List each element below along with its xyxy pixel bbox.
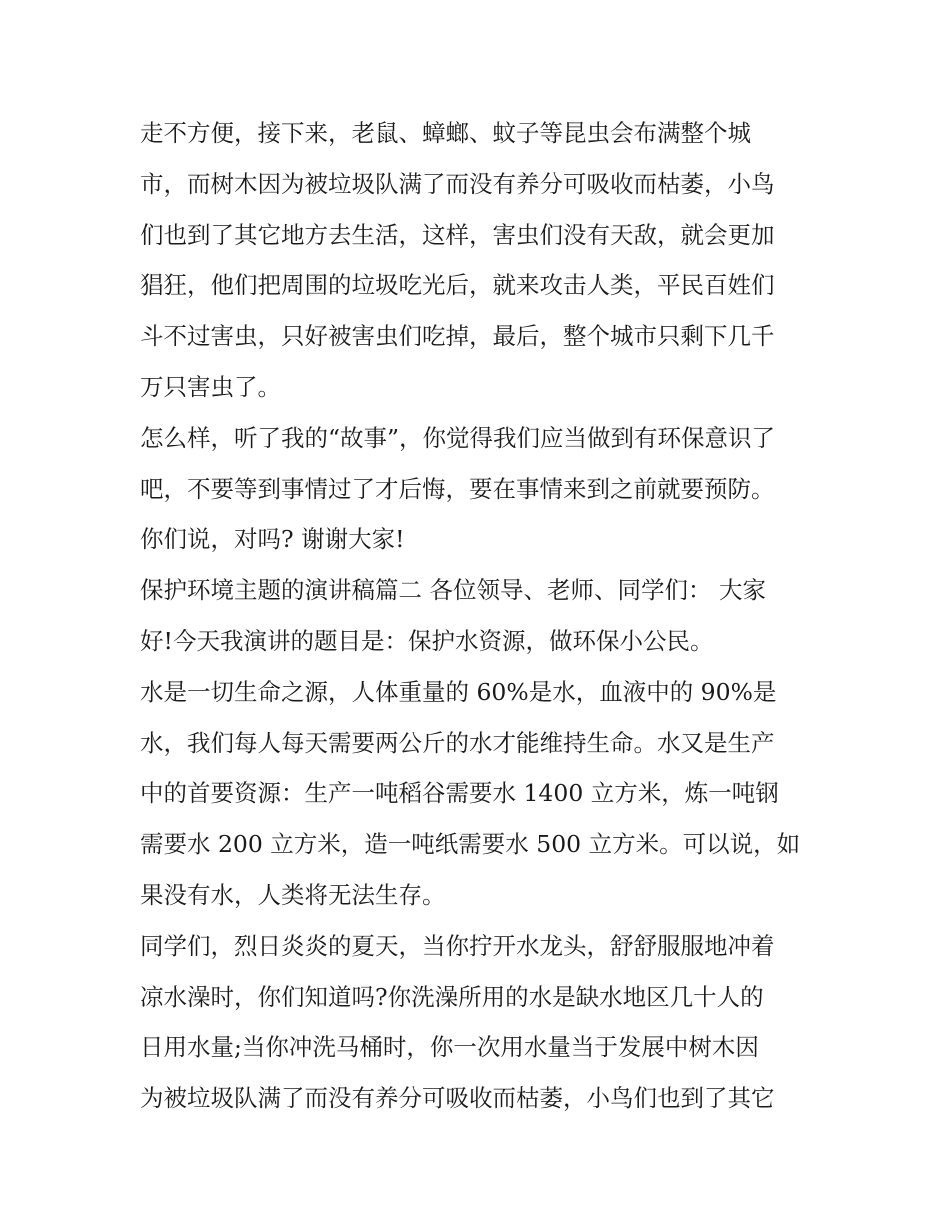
text-line: 凉水澡时，你们知道吗?你洗澡所用的水是缺水地区几十人的 xyxy=(140,982,764,1011)
text-line: 猖狂，他们把周围的垃圾吃光后，就来攻击人类，平民百姓们 xyxy=(140,271,775,300)
text-line: 需要水 200 立方米，造一吨纸需要水 500 立方米。可以说，如 xyxy=(140,830,801,859)
text-line: 好!今天我演讲的题目是：保护水资源，做环保小公民。 xyxy=(140,626,714,655)
body-text xyxy=(140,108,820,1124)
text-line: 为被垃圾队满了而没有养分可吸收而枯萎，小鸟们也到了其它 xyxy=(140,1084,775,1113)
text-line: 市，而树木因为被垃圾队满了而没有养分可吸收而枯萎，小鸟 xyxy=(140,169,775,198)
text-line: 日用水量;当你冲洗马桶时，你一次用水量当于发展中树木因 xyxy=(140,1033,759,1062)
text-line: 们也到了其它地方去生活，这样，害虫们没有天敌，就会更加 xyxy=(140,220,775,249)
text-line: 怎么样，听了我的“故事”，你觉得我们应当做到有环保意识了 xyxy=(140,423,776,452)
text-line: 斗不过害虫，只好被害虫们吃掉，最后，整个城市只剩下几千 xyxy=(140,322,775,351)
text-line: 走不方便，接下来，老鼠、蟑螂、蚊子等昆虫会布满整个城 xyxy=(140,119,751,147)
text-line: 水是一切生命之源，人体重量的 60%是水，血液中的 90%是 xyxy=(140,677,777,706)
text-line: 水，我们每人每天需要两公斤的水才能维持生命。水又是生产 xyxy=(140,728,775,757)
text-line: 万只害虫了。 xyxy=(140,372,281,401)
text-line: 吧，不要等到事情过了才后悔，要在事情来到之前就要预防。 xyxy=(140,474,775,503)
text-line: 中的首要资源：生产一吨稻谷需要水 1400 立方米，炼一吨钢 xyxy=(140,779,779,808)
text-line: 保护环境主题的演讲稿篇二 各位领导、老师、同学们： 大家 xyxy=(140,576,766,605)
text-line: 你们说，对吗? 谢谢大家! xyxy=(140,525,405,554)
text-line: 果没有水，人类将无法生存。 xyxy=(140,880,446,909)
text-line: 同学们，烈日炎炎的夏天，当你拧开水龙头，舒舒服服地冲着 xyxy=(140,931,775,960)
